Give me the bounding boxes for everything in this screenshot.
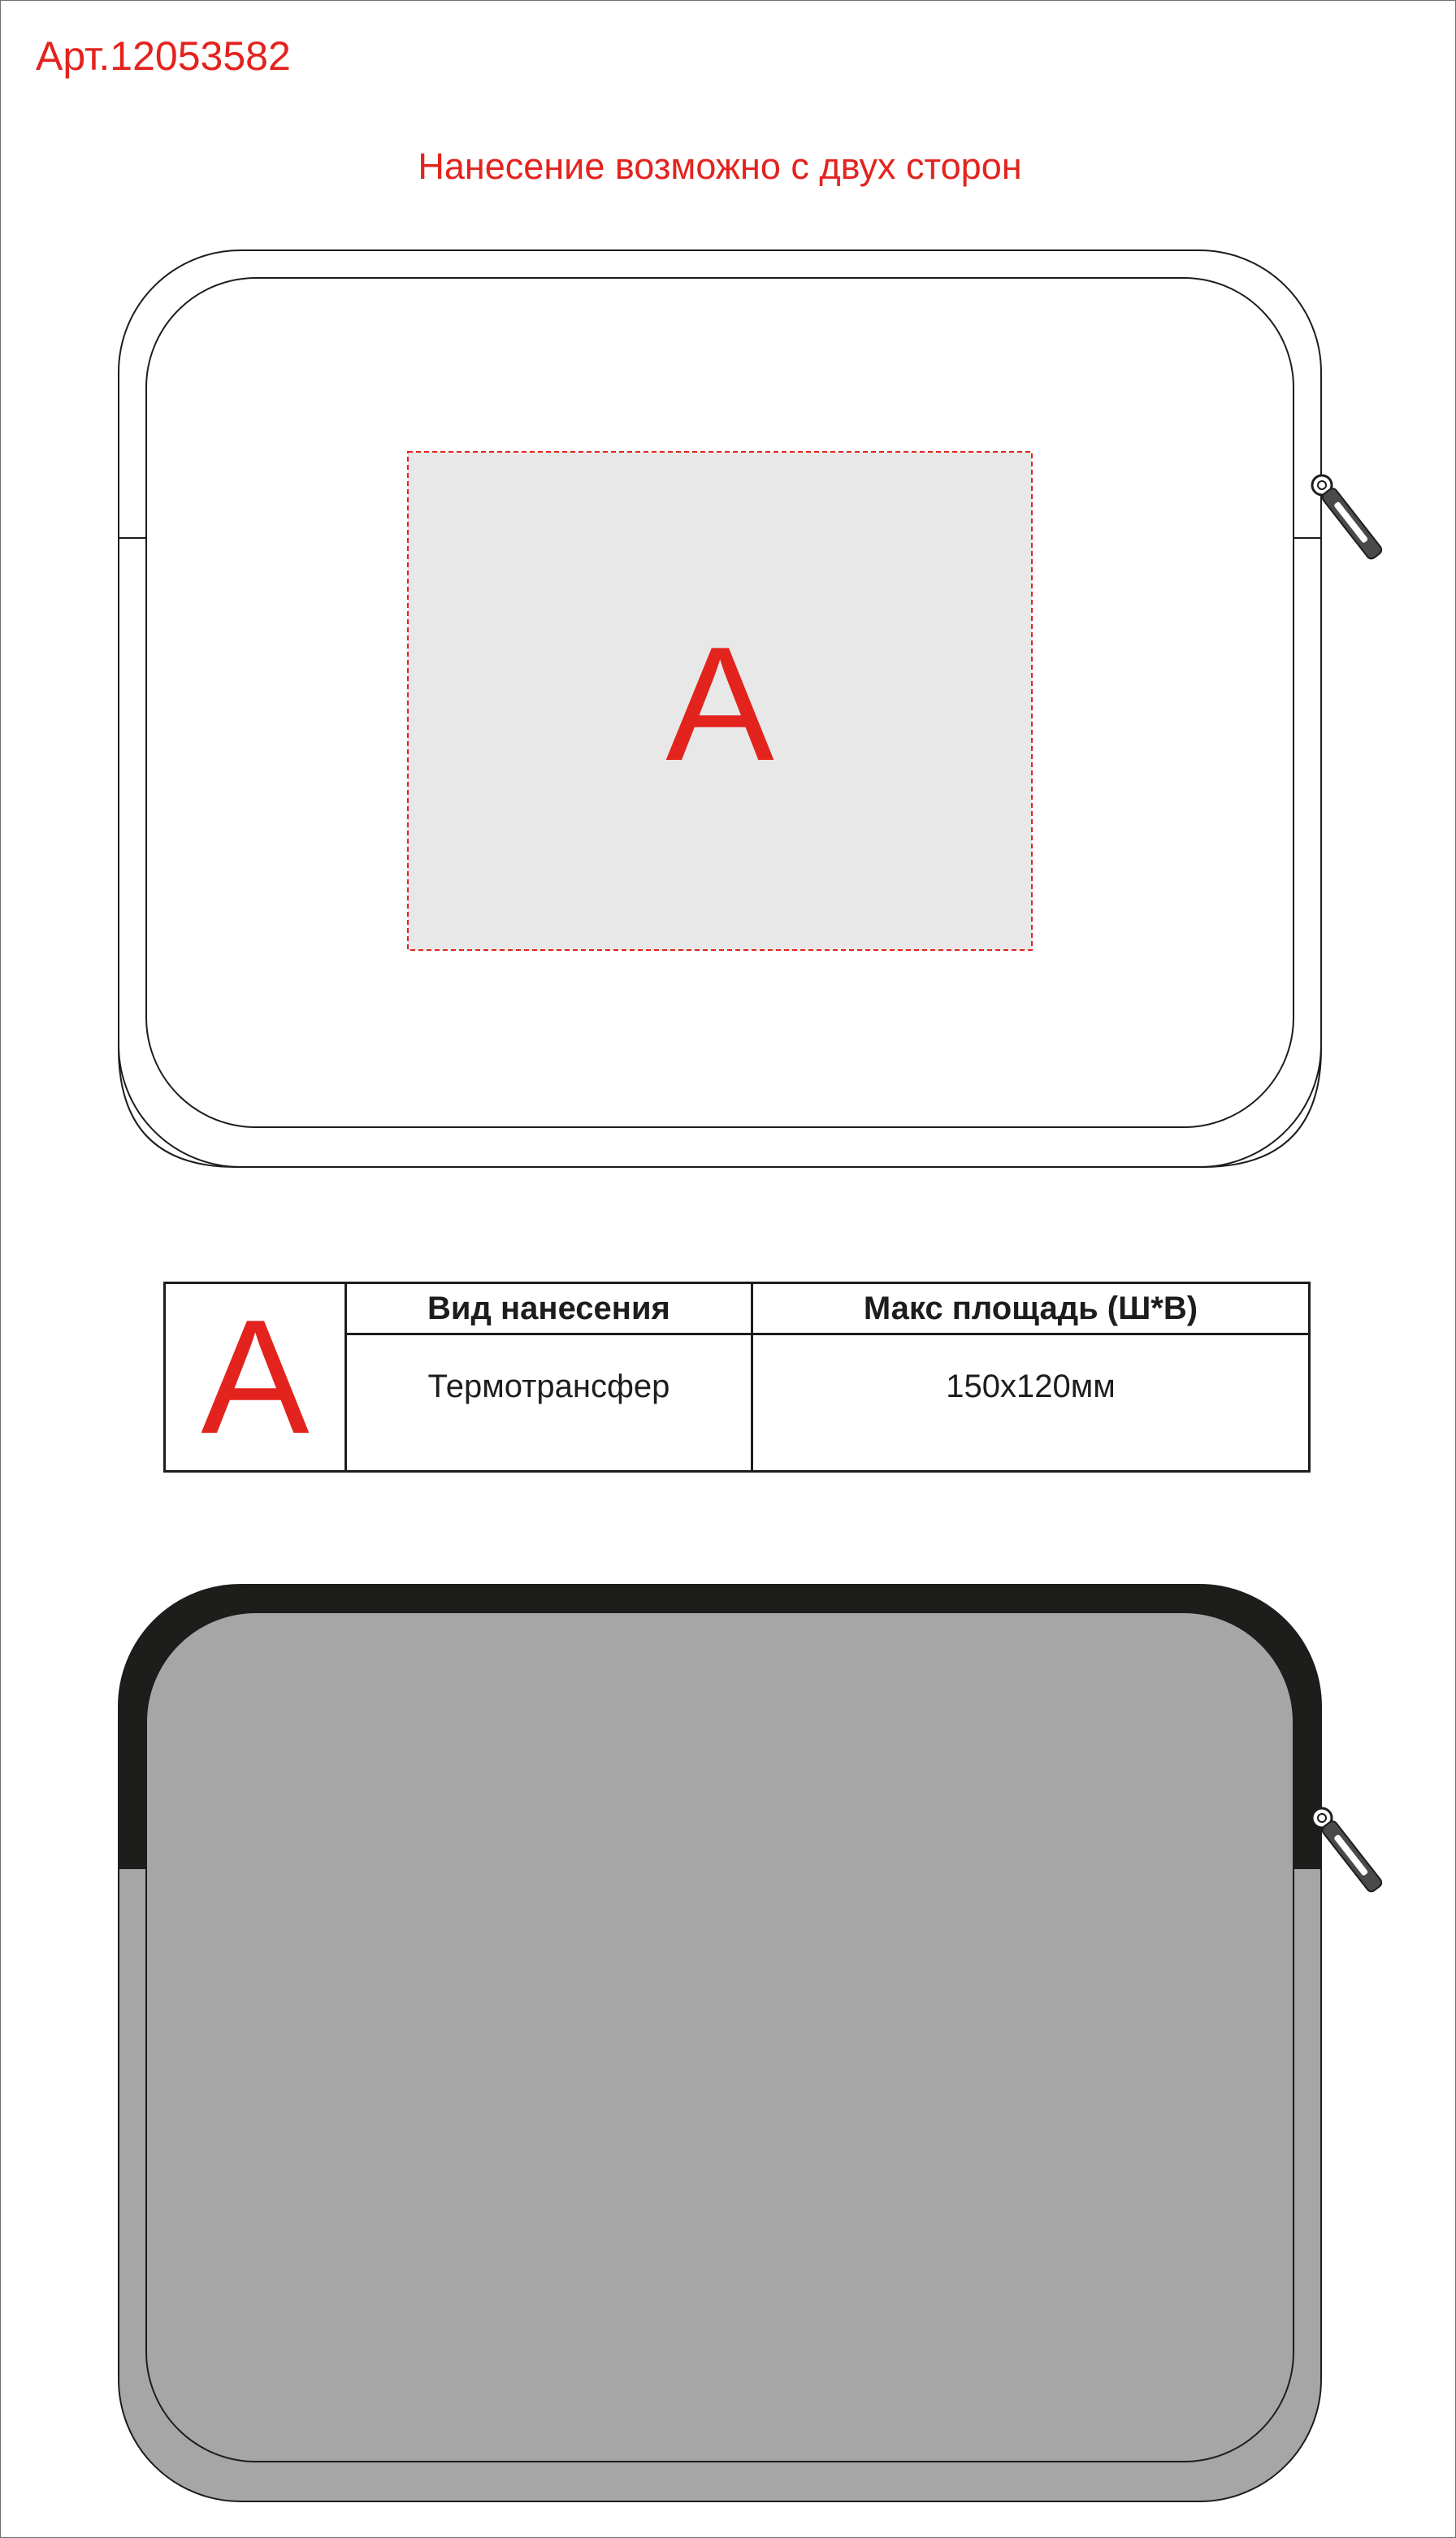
spec-table [163, 1282, 1311, 1473]
front-view-colored [119, 1585, 1321, 2501]
col-method-header: Вид нанесения [346, 1283, 752, 1334]
print-note: Нанесение возможно с двух сторон [418, 145, 1022, 187]
col-area-header: Макс площадь (Ш*В) [752, 1283, 1309, 1334]
method-value: Термотрансфер [346, 1334, 752, 1472]
colored-inner-panel [146, 1612, 1294, 2462]
zipper-pull-icon [1308, 471, 1384, 562]
article-number: Арт.12053582 [36, 33, 291, 79]
table-header-row [165, 1283, 1310, 1334]
print-area-letter: A [665, 614, 774, 795]
outline-bottom-edge [119, 1048, 1321, 1167]
zone-letter-cell: A [165, 1283, 346, 1472]
area-value: 150x120мм [752, 1334, 1309, 1472]
